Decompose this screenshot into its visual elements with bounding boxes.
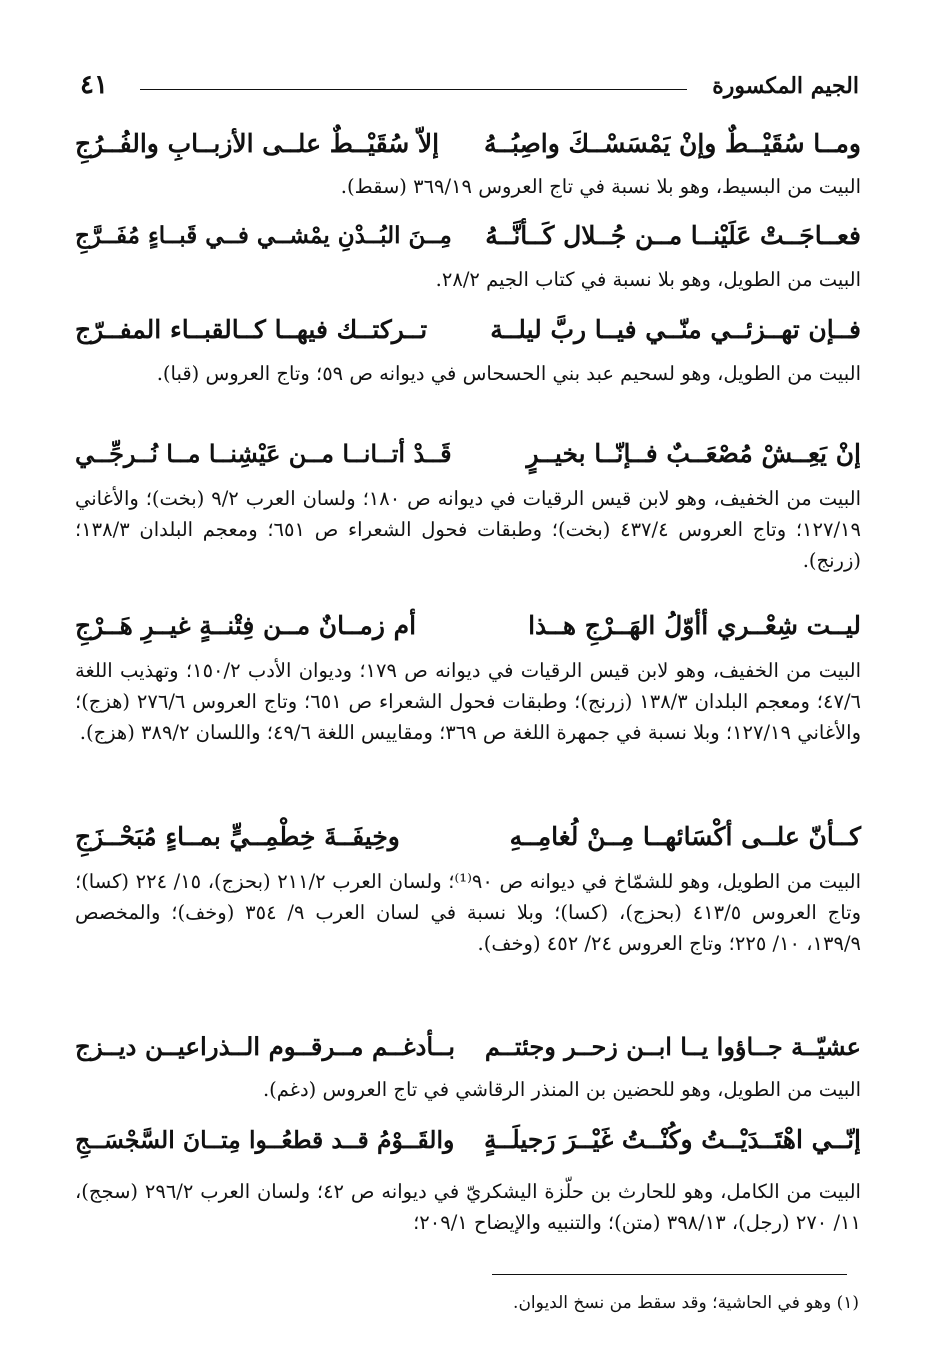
hemistich-second: أم زمــانٌ مــن فِتْنــةٍ غيــرِ هَــرْجِ [75, 611, 417, 640]
hemistich-second: تــركتــك فيهــا كــالقبــاء المفــرّج [75, 315, 428, 344]
note-text: البيت من الخفيف، وهو لابن قيس الرقيات في ديوانه ص ١٨٠؛ ولسان العرب ٩/٢ (بخت)؛ والأغاني ١٢٧/١٩؛ وتاج العروس ٤٣٧/٤ (بخت)؛ وطبقات فحول الشعراء ص ٦٥١؛ ومعجم البلدان ١٣٨/٣؛ (زرنج). [75, 487, 861, 572]
hemistich-first: ومــا سُقَيْــطٌ وإنْ يَمْسَسْــكَ واصِبُــهُ [483, 129, 861, 158]
running-header [80, 68, 859, 108]
hemistich-first: فعــاجَــتْ عَلَيْنــا مــن جُــلال كَــأنَّــهُ [485, 221, 861, 250]
verse-note [75, 1074, 861, 1105]
note-text: البيت من الخفيف، وهو لابن قيس الرقيات في ديوانه ص ١٧٩؛ وديوان الأدب ١٥٠/٢؛ وتهذيب اللغة ٤٧/٦؛ ومعجم البلدان ١٣٨/٣ (زرنج)؛ وطبقات فحول الشعراء ص ٦٥١؛ وتاج العروس ٢٧٦/٦ (هزج)؛ والأغاني ١٢٧/١٩؛ وبلا نسبة في جمهرة اللغة ص ٣٦٩؛ ومقاييس اللغة ٤٩/٦؛ واللسان ٣٨٩/٢ (هزج). [75, 659, 861, 744]
note-text: البيت من الكامل، وهو للحارث بن حلّزة اليشكريّ في ديوانه ص ٤٢؛ ولسان العرب ٢٩٦/٢ (سجج)، ١١/ ٢٧٠ (رجل)، ٣٩٨/١٣ (متن)؛ والتنبيه والإيضاح ٢٠٩/١؛ [75, 1180, 861, 1234]
hemistich-second: والقَــوْمُ قــد قطعُــوا مِتــانَ السَّجْسَــجِ [75, 1126, 455, 1154]
note-text: البيت من الطويل، وهو بلا نسبة في كتاب الجيم ٢٨/٢. [435, 268, 861, 291]
verse-note [75, 866, 861, 959]
note-text: البيت من الطويل، وهو للشمّاخ في ديوانه ص ٩٠⁽¹⁾؛ ولسان العرب ٢١١/٢ (بحزج)، ١٥/ ٢٢٤ (كسا)؛ وتاج العروس ٤١٣/٥ (بحزج)، (كسا)؛ وبلا نسبة في لسان العرب ٩/ ٣٥٤ (وخف)؛ والمخصص ١٣٩/٩، ١٠/ ٢٢٥؛ وتاج العروس ٢٤/ ٤٥٢ (وخف). [75, 870, 861, 955]
hemistich-second: إلاّ سُقَيْــطٌ علــى الأزبــابِ والفُــرُجِ [75, 129, 440, 158]
hemistich-first: إنْ يَعِــشْ مُصْعَــبٌ فــإنّــا بخيــرٍ [526, 439, 861, 468]
verse-line [75, 432, 861, 480]
verse-note [75, 1176, 861, 1238]
hemistich-first: ليــت شِعْــري أأوّلُ الهَــرْجِ هــذا [528, 611, 861, 640]
note-text: البيت من الطويل، وهو لسحيم عبد بني الحسحاس في ديوانه ص ٥٩؛ وتاج العروس (قبا). [156, 362, 861, 385]
hemistich-second: بــأدغــم مــرقــوم الــذراعيــن ديــزج [75, 1032, 456, 1061]
header-rule [140, 89, 687, 90]
verse-line [75, 815, 861, 863]
verse-note [75, 171, 861, 202]
footnote: (١) وهو في الحاشية؛ وقد سقط من نسخ الديوان. [513, 1293, 859, 1313]
verse-note [75, 358, 861, 389]
verse-line [75, 122, 861, 170]
verse-line [75, 604, 861, 652]
hemistich-second: قَــدْ أتــانــا مــن عَيْشِنــا مــا نُــرجِّــي [75, 439, 452, 468]
verse-note [75, 483, 861, 576]
hemistich-first: فــإن تهــزئــي منّــي فيــا ربَّ ليلــة [490, 315, 861, 344]
hemistich-first: عشيّــة جــاؤوا يــا ابــن زحــر وجئتــم [484, 1032, 861, 1061]
page-number: ٤١ [80, 70, 108, 100]
verse-line [75, 1118, 861, 1166]
verse-note [75, 264, 861, 295]
note-text: البيت من الطويل، وهو للحضين بن المنذر الرقاشي في تاج العروس (دغم). [262, 1078, 861, 1101]
hemistich-first: إنّــي اهْتَــدَيْــتُ وكُنْــتُ غَيْــرَ رَجيلَــةٍ [484, 1125, 861, 1154]
chapter-title: الجيم المكسورة [712, 73, 859, 99]
hemistich-first: كــأنّ علــى أكْسَائهــا مِــنْ لُغامِــهِ [509, 822, 861, 851]
verse-line [75, 214, 861, 262]
hemistich-second: مِــنَ البُــدْنِ يمْشــي فــي قَبــاءٍ مُفَــرَّجِ [75, 222, 452, 249]
verse-line [75, 1025, 861, 1073]
hemistich-second: وخِيفَــةَ خِطْمِــيٍّ بمــاءٍ مُبَحْــزَجِ [75, 822, 400, 851]
footnote-rule [492, 1274, 847, 1275]
note-text: البيت من البسيط، وهو بلا نسبة في تاج العروس ٣٦٩/١٩ (سقط). [340, 175, 861, 198]
verse-line [75, 308, 861, 356]
verse-note [75, 655, 861, 748]
